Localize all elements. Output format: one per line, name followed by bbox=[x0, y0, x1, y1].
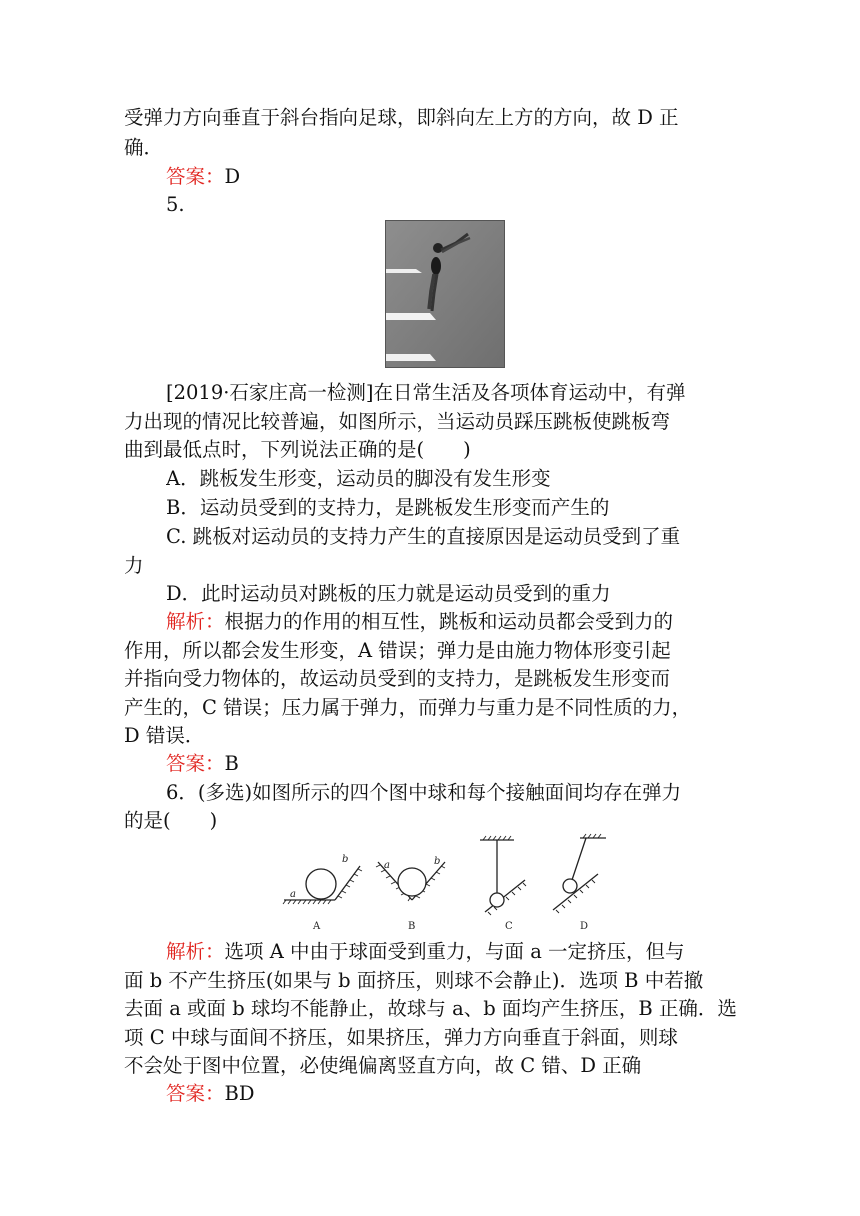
answer-line bbox=[166, 163, 739, 191]
analysis-line: 项 C 中球与面间不挤压，如果挤压，弹力方向垂直于斜面，则球 bbox=[124, 1026, 678, 1049]
analysis-line: 解析：根据力的作用的相互性，跳板和运动员都会受到力的 bbox=[166, 610, 674, 633]
diving-photo bbox=[385, 220, 505, 368]
option-c-cont: 力 bbox=[124, 554, 144, 577]
surface-label: a bbox=[384, 860, 390, 871]
question-stem: [2019·石家庄高一检测]在日常生活及各项体育运动中，有弹 bbox=[166, 381, 686, 404]
question-stem: 的是( ) bbox=[124, 809, 218, 832]
figure-label-a: A bbox=[313, 921, 321, 932]
answer-value: BD bbox=[224, 1082, 255, 1105]
analysis-label: 解析： bbox=[166, 940, 225, 963]
question-stem: 6．(多选)如图所示的四个图中球和每个接触面间均存在弹力 bbox=[166, 781, 682, 804]
analysis-line: D 错误． bbox=[124, 724, 205, 747]
question-number: 5. bbox=[166, 193, 185, 216]
figure-label-c: C bbox=[505, 921, 513, 932]
text-line: 受弹力方向垂直于斜台指向足球，即斜向左上方的方向，故 D 正 bbox=[124, 106, 679, 129]
figure-label-b: B bbox=[408, 921, 416, 932]
analysis-line: 解析：选项 A 中由于球面受到重力，与面 a 一定挤压，但与 bbox=[166, 940, 685, 963]
analysis-line: 面 b 不产生挤压(如果与 b 面挤压，则球不会静止)．选项 B 中若撤 bbox=[124, 969, 704, 992]
figure-label-d: D bbox=[580, 921, 589, 932]
answer-line bbox=[166, 1080, 739, 1108]
answer-line bbox=[166, 750, 739, 778]
analysis-line: 产生的，C 错误；压力属于弹力，而弹力与重力是不同性质的力， bbox=[124, 696, 692, 719]
surface-label: b bbox=[342, 854, 349, 865]
answer-label: 答案： bbox=[166, 1082, 225, 1105]
analysis-line: 去面 a 或面 b 球均不能静止，故球与 a、b 面均产生挤压，B 正确．选 bbox=[124, 997, 737, 1020]
question-stem: 曲到最低点时，下列说法正确的是( ) bbox=[124, 438, 471, 461]
question-stem: 力出现的情况比较普遍，如图所示，当运动员踩压跳板使跳板弯 bbox=[124, 410, 671, 433]
answer-label: 答案： bbox=[166, 165, 225, 188]
option-b: B．运动员受到的支持力，是跳板发生形变而产生的 bbox=[166, 496, 610, 519]
option-c: C. 跳板对运动员的支持力产生的直接原因是运动员受到了重 bbox=[166, 525, 681, 548]
surface-label: a bbox=[290, 889, 296, 900]
surface-label: b bbox=[434, 856, 441, 867]
answer-value: B bbox=[224, 752, 239, 775]
answer-label: 答案： bbox=[166, 752, 225, 775]
option-a: A．跳板发生形变，运动员的脚没有发生形变 bbox=[166, 467, 551, 490]
ball-contact-figure bbox=[280, 832, 610, 940]
analysis-line: 并指向受力物体的，故运动员受到的支持力，是跳板发生形变而 bbox=[124, 667, 671, 690]
analysis-line: 不会处于图中位置，必使绳偏离竖直方向，故 C 错、D 正确 bbox=[124, 1054, 642, 1077]
answer-value: D bbox=[224, 165, 241, 188]
analysis-line: 作用，所以都会发生形变，A 错误；弹力是由施力物体形变引起 bbox=[124, 639, 671, 662]
option-d: D．此时运动员对跳板的压力就是运动员受到的重力 bbox=[166, 582, 611, 605]
analysis-label: 解析： bbox=[166, 610, 225, 633]
text-line: 确． bbox=[124, 136, 164, 159]
